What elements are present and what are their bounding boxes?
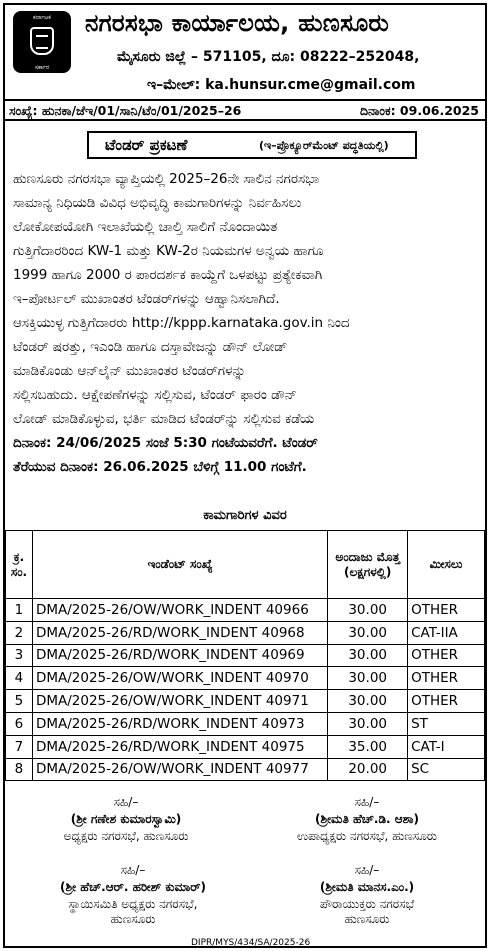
signatory-role: ಉಪಾಧ್ಯಕ್ಷರು ನಗರಸಭೆ, ಹುಣಸೂರು [297,829,437,843]
table-row [6,712,485,735]
col-header-serial: ಕ್ರ. ಸಂ. [6,531,33,599]
signatory-name: (ಶ್ರೀಮತಿ ಮಾನಸ.ಎಂ.) [319,880,415,894]
body-line: ಇ–ಪೋರ್ಟಲ್ ಮುಖಾಂತರ ಟೆಂಡರ್‌ಗಳನ್ನು ಆಹ್ವಾನಿಸಲಾಗಿದೆ. [13,291,280,307]
signatory-name: (ಶ್ರೀ ಹೆಚ್.ಆರ್. ಹರೀಶ್ ಕುಮಾರ್) [60,880,206,894]
emblem-top-text: ಕರ್ನಾಟಕ [33,14,51,21]
cell-amount: 30.00 [328,667,408,690]
table-row [6,690,485,713]
body-line: ಸಾಮಾನ್ಯ ನಿಧಿಯಡಿ ವಿವಿಧ ಅಭಿವೃದ್ಧಿ ಕಾಮಗಾರಿಗಳನ್ನು ನಿರ್ವಹಿಸಲು [13,195,302,211]
signatory-place: ಹುಣಸೂರು [110,912,156,926]
cell-serial: 4 [6,667,33,690]
works-table [5,530,485,781]
dipr-code: DIPR/MYS/434/SA/2025-26 [191,938,311,948]
table-row [6,758,485,781]
cell-reservation: OTHER [408,667,485,690]
cell-serial: 7 [6,735,33,758]
cell-indent: DMA/2025-26/RD/WORK_INDENT 40975 [32,735,327,758]
table-row [6,667,485,690]
opening-date: ತೆರೆಯುವ ದಿನಾಂಕ: 26.06.2025 ಬೆಳಿಗ್ಗೆ 11.00 ಗಂಟೆಗೆ. [13,459,307,475]
body-line: 1999 ಹಾಗೂ 2000 ರ ಪಾರದರ್ಶಕ ಕಾಯ್ದೆಗೆ ಒಳಪಟ್ಟು ಪ್ರತ್ಯೇಕವಾಗಿ [13,267,323,283]
table-row [6,735,485,758]
table-row [6,599,485,622]
cell-indent: DMA/2025-26/OW/WORK_INDENT 40977 [32,758,327,781]
table-row [6,644,485,667]
cell-reservation: ST [408,712,485,735]
table-row [6,621,485,644]
cell-serial: 6 [6,712,33,735]
notice-body [13,167,479,479]
notice-title-box [87,131,417,159]
cell-amount: 30.00 [328,599,408,622]
signature-mark: ಸಹಿ/– [120,863,146,877]
body-line: ಆಸಕ್ತಿಯುಳ್ಳ ಗುತ್ತಿಗೆದಾರರು http://kppp.karnataka.gov.in ನಿಂದ [13,315,350,331]
cell-indent: DMA/2025-26/RD/WORK_INDENT 40973 [32,712,327,735]
cell-indent: DMA/2025-26/RD/WORK_INDENT 40969 [32,644,327,667]
signature-mark: ಸಹಿ/– [354,795,380,809]
body-line: ಮಾಡಿಕೊಂಡು ಆನ್‌ಲೈನ್ ಮುಖಾಂತರ ಟೆಂಡರ್‌ಗಳನ್ನು [13,363,247,379]
notice-frame [3,3,487,948]
body-line: ಲೋಡ್ ಮಾಡಿಕೊಳ್ಳುವ, ಭರ್ತಿ ಮಾಡಿದ ಟೆಂಡರ್‌ನ್ನು ಸಲ್ಲಿಸುವ ಕಡೆಯ [13,411,315,427]
signatory-role: ಸ್ಥಾಯಿಸಮಿತಿ ಅಧ್ಯಕ್ಷರು ನಗರಸಭೆ, [68,897,198,911]
body-line: ಲೋಕೋಪಯೋಗಿ ಇಲಾಖೆಯಲ್ಲಿ ಚಾಲ್ತಿ ಸಾಲಿಗೆ ನೊಂದಾಯಿತ [13,219,278,235]
government-emblem-icon [13,11,71,73]
body-line: ಸಲ್ಲಿಸಬಹುದು. ಆಕ್ಷೇಪಣೆಗಳನ್ನು ಸಲ್ಲಿಸುವ, ಟೆಂಡರ್ ಫಾರಂ ಡೌನ್ [13,387,297,403]
cell-indent: DMA/2025-26/OW/WORK_INDENT 40966 [32,599,327,622]
body-line: ಹುಣಸೂರು ನಗರಸಭಾ ವ್ಯಾಪ್ತಿಯಲ್ಲಿ 2025–26ನೇ ಸಾಲಿನ ನಗರಸಭಾ [13,171,320,187]
body-line: ಗುತ್ತಿಗೆದಾರರಿಂದ KW-1 ಮತ್ತು KW-2ರ ನಿಯಮಗಳ ಅನ್ವಯ ಹಾಗೂ [13,243,324,259]
signatory-role: ಅಧ್ಯಕ್ಷರು ನಗರಸಭೆ, ಹುಣಸೂರು [63,829,189,843]
cell-serial: 3 [6,644,33,667]
cell-indent: DMA/2025-26/RD/WORK_INDENT 40968 [32,621,327,644]
col-header-indent: ಇಂಡೆಂಟ್ ಸಂಖ್ಯೆ [32,531,327,599]
cell-amount: 30.00 [328,712,408,735]
cell-reservation: SC [408,758,485,781]
reference-number: ಸಂಖ್ಯೆ: ಹುನಕಾ/ಜೆಇ/01/ಸಾನಿ/ಟೆಂ/01/2025–26 [9,103,242,118]
signature-vice-president [257,795,477,844]
cell-indent: DMA/2025-26/OW/WORK_INDENT 40970 [32,667,327,690]
cell-reservation: CAT-I [408,735,485,758]
signatory-place: ಹುಣಸೂರು [344,912,390,926]
cell-reservation: CAT-IIA [408,621,485,644]
cell-serial: 2 [6,621,33,644]
works-table-title: ಕಾಮಗಾರಿಗಳ ವಿವರ [203,508,287,523]
signature-mark: ಸಹಿ/– [354,863,380,877]
signature-president [21,795,231,844]
signature-mark: ಸಹಿ/– [113,795,139,809]
signature-commissioner [267,863,467,927]
reference-date: ದಿನಾಂಕ: 09.06.2025 [359,103,479,118]
signatory-name: (ಶ್ರೀ ಗಣೇಶ ಕುಮಾರಸ್ವಾಮಿ) [70,812,182,826]
notice-title: ಟೆಂಡರ್ ಪ್ರಕಟಣೆ [105,136,188,154]
submission-deadline: ದಿನಾಂಕ: 24/06/2025 ಸಂಜೆ 5:30 ಗಂಟೆಯವರೆಗೆ. ಟೆಂಡರ್ [13,435,318,451]
cell-amount: 30.00 [328,621,408,644]
col-header-reservation: ಮೀಸಲು [408,531,485,599]
cell-serial: 8 [6,758,33,781]
reference-line [5,99,485,121]
office-email: ಇ–ಮೇಲ್: ka.hunsur.cme@gmail.com [147,77,416,93]
signatory-role: ಪೌರಾಯುಕ್ತರು ನಗರಸಭೆ [319,897,415,911]
emblem-bottom-text: ಸರ್ಕಾರ [34,64,50,71]
cell-reservation: OTHER [408,599,485,622]
cell-amount: 30.00 [328,690,408,713]
cell-serial: 1 [6,599,33,622]
office-address: ಮೈಸೂರು ಜಿಲ್ಲೆ – 571105, ದೂ: 08222–252048, [117,49,420,65]
cell-amount: 35.00 [328,735,408,758]
cell-reservation: OTHER [408,644,485,667]
cell-serial: 5 [6,690,33,713]
cell-reservation: OTHER [408,690,485,713]
cell-indent: DMA/2025-26/OW/WORK_INDENT 40971 [32,690,327,713]
header [5,5,485,97]
col-header-amount: ಅಂದಾಜು ಮೊತ್ತ (ಲಕ್ಷಗಳಲ್ಲಿ) [328,531,408,599]
office-title: ನಗರಸಭಾ ಕಾರ್ಯಾಲಯ, ಹುಣಸೂರು [85,9,390,37]
cell-amount: 20.00 [328,758,408,781]
signature-standing-committee [17,863,249,927]
body-line: ಟೆಂಡರ್ ಷರತ್ತು, ಇಎಂಡಿ ಹಾಗೂ ದಸ್ತಾವೇಜನ್ನು ಡೌನ್ ಲೋಡ್ [13,339,288,355]
notice-subtitle: (ಇ–ಪ್ರೊಕ್ಯೂರ್‌ಮೆಂಟ್ ಪದ್ಧತಿಯಲ್ಲಿ) [259,139,389,152]
signatory-name: (ಶ್ರೀಮತಿ ಹೆಚ್.ಡಿ. ಆಶಾ) [315,812,419,826]
cell-amount: 30.00 [328,644,408,667]
